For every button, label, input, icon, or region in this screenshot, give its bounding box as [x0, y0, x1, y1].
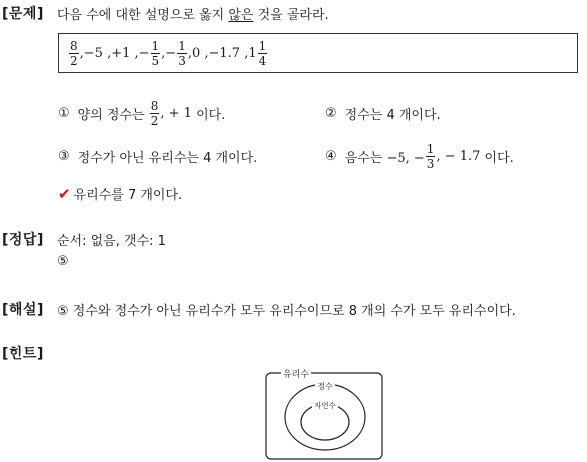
option-1[interactable]: ① 양의 정수는 $\frac{8}{2}$ , + 1 이다. — [58, 98, 226, 128]
question-text — [57, 4, 329, 23]
number-seg-1: ,−5 ,+1 ,− — [79, 45, 150, 61]
number-set-diagram — [262, 366, 388, 462]
fraction-8-2: $\frac{8}{2}$ — [70, 38, 78, 68]
checkmark-icon: ✔ — [58, 184, 71, 203]
explanation-text: ⑤ 정수와 정수가 아닌 유리수가 모두 유리수이므로 8 개의 수가 모두 유리수이다. — [57, 304, 516, 319]
fraction-1-4: $\frac{1}{4}$ — [258, 38, 267, 68]
option-2[interactable]: ② 정수는 4 개이다. — [325, 106, 441, 123]
option-5-correct[interactable]: ✔ 유리수를 7 개이다. — [58, 184, 183, 203]
answer-value: ⑤ — [57, 254, 69, 269]
question-post: 것을 골라라. — [253, 8, 329, 23]
number-seg-2: ,− — [161, 45, 177, 61]
number-list — [68, 36, 268, 70]
number-seg-3: ,0 ,−1.7 ,1 — [187, 45, 257, 61]
fraction-1-5: $\frac{1}{5}$ — [151, 38, 160, 68]
answer-tag: [정답] — [2, 232, 44, 248]
question-pre: 다음 수에 대한 설명으로 옳지 — [57, 8, 229, 23]
integer-label: 정수 — [317, 382, 333, 391]
option-3[interactable]: ③ 정수가 아닌 유리수는 4 개이다. — [58, 149, 258, 166]
answer-meta: 순서: 없음, 갯수: 1 — [57, 234, 166, 249]
problem-tag: [문제] — [2, 6, 44, 22]
fraction-1-3: $\frac{1}{3}$ — [178, 38, 186, 68]
question-underlined: 않은 — [228, 8, 254, 23]
hint-tag: [힌트] — [2, 346, 44, 362]
option-4-fraction: $\frac{1}{3}$ — [426, 141, 435, 171]
rational-label: 유리수 — [282, 370, 310, 380]
explanation-tag: [해설] — [2, 302, 44, 318]
option-4[interactable]: ④ 음수는 −5, − $\frac{1}{3}$ , − 1.7 이다. — [325, 141, 514, 171]
natural-label: 자연수 — [314, 401, 336, 410]
option-1-fraction: $\frac{8}{2}$ — [150, 98, 159, 128]
